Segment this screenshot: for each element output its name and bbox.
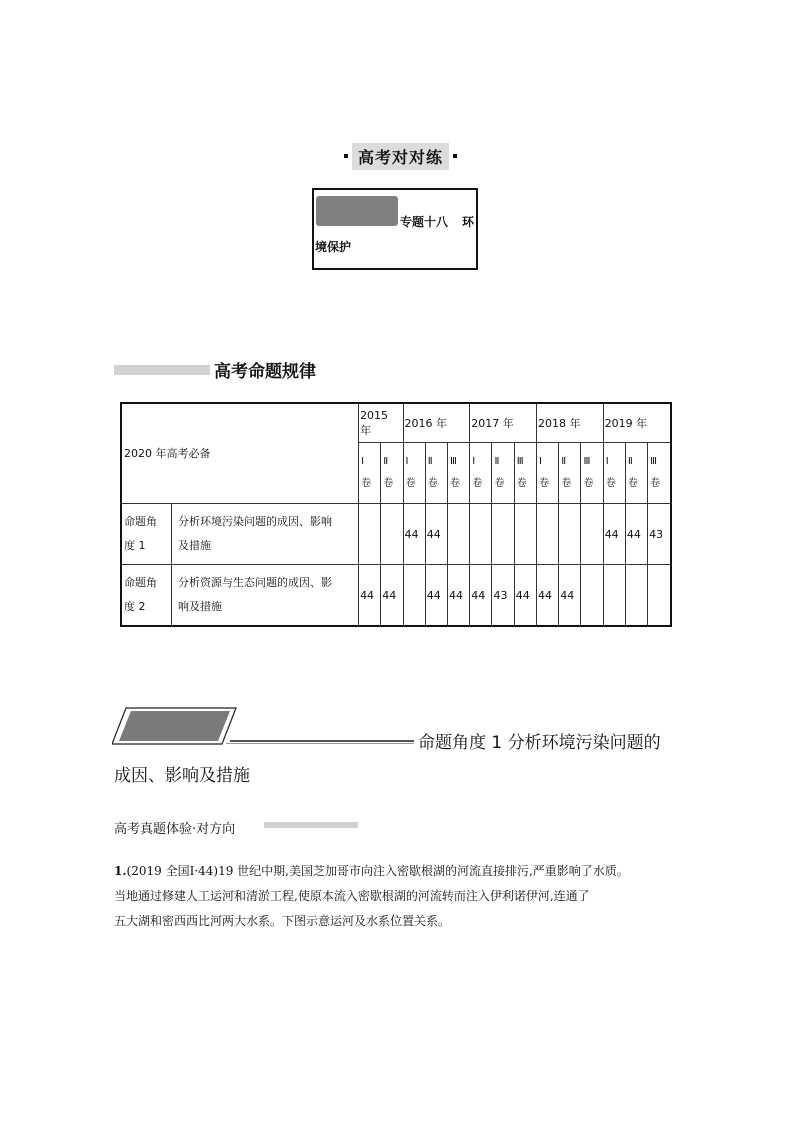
table-cell: 44 [514, 565, 536, 627]
row-label: 命题角 度 1 [121, 504, 172, 565]
bullet-icon [453, 154, 457, 158]
year-header: 2018 年 [536, 403, 603, 443]
table-cell [648, 565, 671, 627]
banner [340, 143, 461, 169]
table-cell: 44 [625, 504, 647, 565]
table-cell: 44 [381, 565, 403, 627]
question-line [114, 862, 629, 879]
volume-header: Ⅰ 卷 [403, 443, 425, 504]
table-cell: 44 [403, 504, 425, 565]
table-cell [559, 504, 581, 565]
table-cell: 44 [603, 504, 625, 565]
table-cell [581, 565, 603, 627]
year-header: 2017 年 [470, 403, 537, 443]
volume-header: Ⅲ 卷 [514, 443, 536, 504]
angle-heading-shape [112, 707, 238, 745]
volume-header: Ⅰ 卷 [536, 443, 558, 504]
table-cell [470, 504, 492, 565]
volume-header: Ⅰ 卷 [603, 443, 625, 504]
year-header: 2015 年 [359, 403, 403, 443]
bullet-icon [344, 154, 348, 158]
table-cell: 44 [359, 565, 381, 627]
question-number: 1. [114, 864, 127, 878]
volume-header: Ⅱ 卷 [559, 443, 581, 504]
volume-header: Ⅲ 卷 [448, 443, 470, 504]
year-header: 2019 年 [603, 403, 671, 443]
table-cell: 44 [559, 565, 581, 627]
topic-part1: 专题十八 [400, 215, 449, 229]
topic-tag-decoration [316, 196, 398, 226]
subsection-title: 高考真题体验·对方向 [114, 822, 236, 837]
question-line: 当地通过修建人工运河和清淤工程,使原本流入密歇根湖的河流转而注入伊利诺伊河,连通了 [114, 889, 590, 903]
table-cell [514, 504, 536, 565]
angle-heading-rule [226, 743, 414, 744]
table-cell: 44 [425, 504, 447, 565]
year-header: 2016 年 [403, 403, 470, 443]
table-cell [492, 504, 514, 565]
angle-heading-rule [230, 740, 414, 742]
table-cell [536, 504, 558, 565]
table-cell [403, 565, 425, 627]
topic-title-line1 [400, 213, 474, 230]
row-description: 分析环境污染问题的成因、影响 及措施 [172, 504, 359, 565]
table-corner: 2020 年高考必备 [121, 403, 359, 504]
subsection-bar [264, 822, 358, 828]
table-cell [359, 504, 381, 565]
table-cell: 44 [448, 565, 470, 627]
table-cell: 43 [492, 565, 514, 627]
table-year-row [121, 403, 671, 443]
table-cell [381, 504, 403, 565]
table-cell [625, 565, 647, 627]
table-cell: 44 [425, 565, 447, 627]
volume-header: Ⅱ 卷 [425, 443, 447, 504]
volume-header: Ⅱ 卷 [492, 443, 514, 504]
table-row [121, 565, 671, 627]
row-label: 命题角 度 2 [121, 565, 172, 627]
volume-header: Ⅰ 卷 [470, 443, 492, 504]
volume-header: Ⅲ 卷 [581, 443, 603, 504]
section-title: 高考命题规律 [214, 362, 316, 382]
topic-title-line2: 境保护 [315, 240, 352, 254]
question-text: (2019 全国Ⅰ·44)19 世纪中期,美国芝加哥市向注入密歇根湖的河流直接排污,严重影响了水质。 [126, 864, 629, 878]
table-cell: 44 [536, 565, 558, 627]
row-description: 分析资源与生态问题的成因、影 响及措施 [172, 565, 359, 627]
volume-header: Ⅱ 卷 [381, 443, 403, 504]
volume-header: Ⅲ 卷 [648, 443, 671, 504]
topic-part2: 环 [462, 215, 475, 229]
angle-title-line2: 成因、影响及措施 [114, 766, 250, 786]
table-cell [448, 504, 470, 565]
banner-title: 高考对对练 [352, 143, 449, 170]
question-line: 五大湖和密西西比河两大水系。下图示意运河及水系位置关系。 [114, 914, 451, 928]
section-bar [114, 365, 210, 375]
table-cell [581, 504, 603, 565]
angle-title-line1: 命题角度 1 分析环境污染问题的 [418, 733, 661, 753]
table-cell: 44 [470, 565, 492, 627]
volume-header: Ⅰ 卷 [359, 443, 381, 504]
volume-header: Ⅱ 卷 [625, 443, 647, 504]
table-cell [603, 565, 625, 627]
table-row [121, 504, 671, 565]
table-cell: 43 [648, 504, 671, 565]
exam-pattern-table [120, 402, 672, 627]
